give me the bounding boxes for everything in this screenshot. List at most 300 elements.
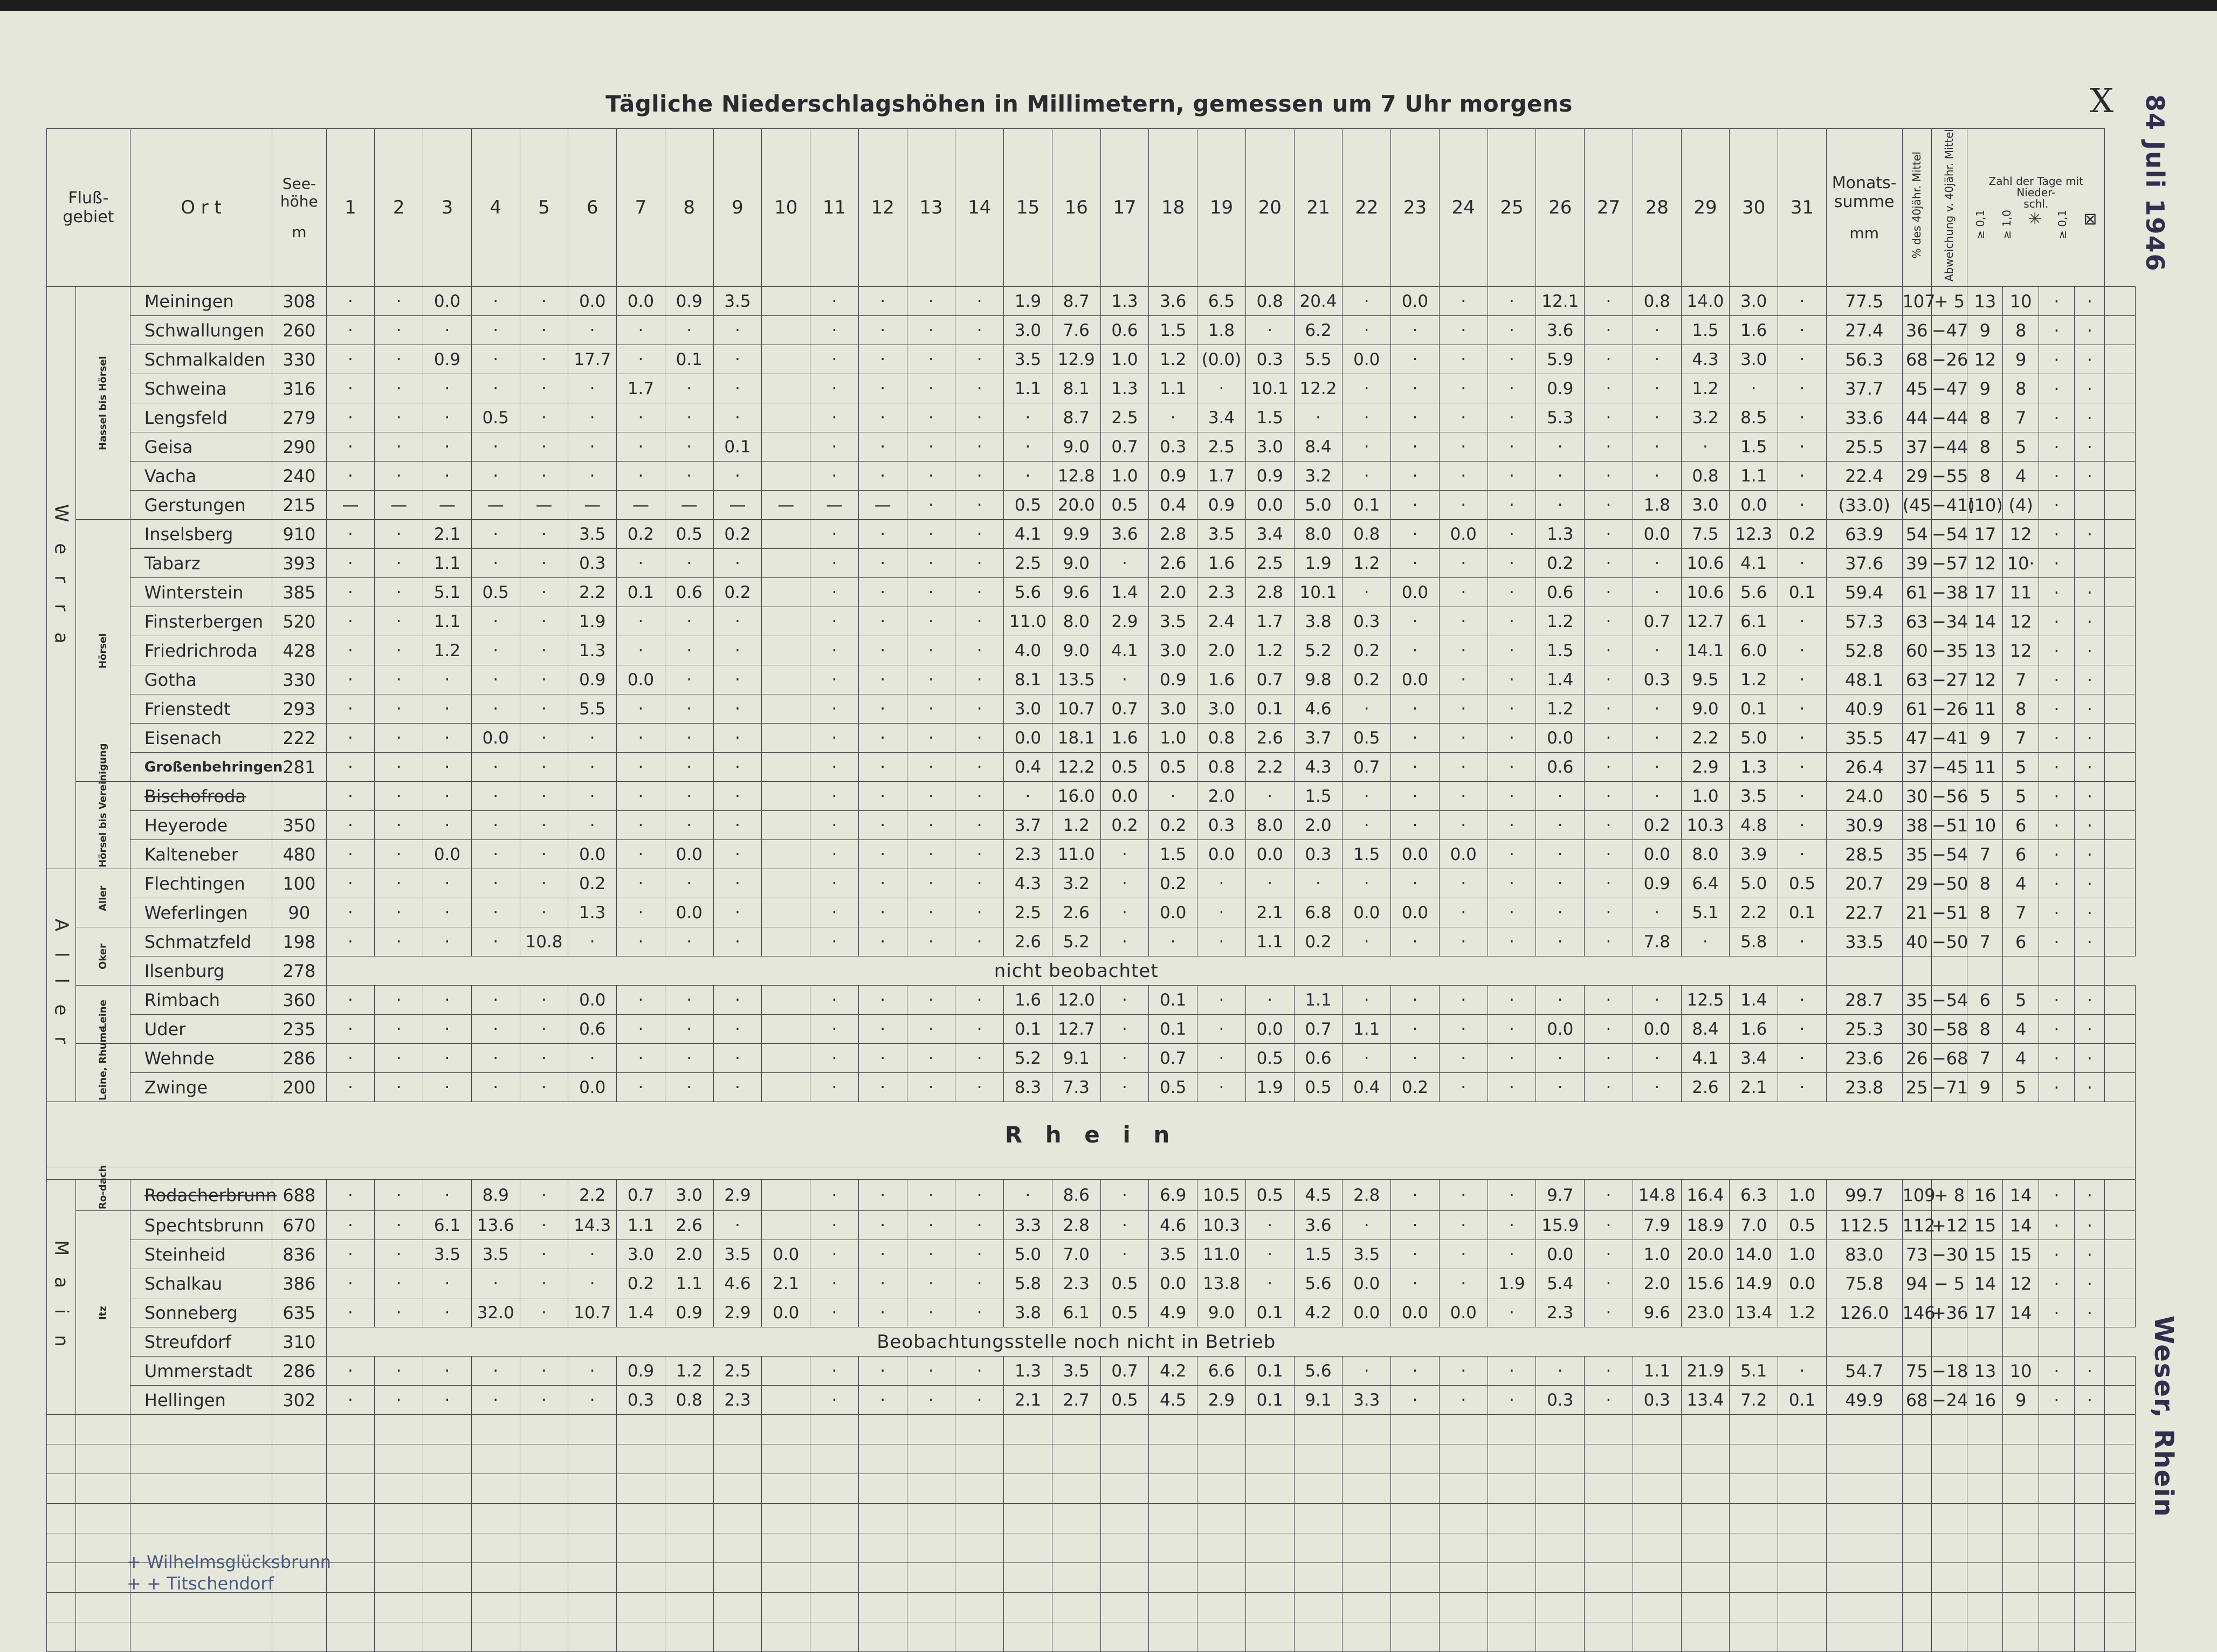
blank-cell	[1439, 1593, 1488, 1622]
station-name: Finsterbergen	[130, 607, 272, 636]
stat-n10: 7	[2003, 403, 2039, 432]
weser-section	[47, 287, 2136, 1102]
day-value: ·	[617, 549, 665, 578]
day-value: 2.5	[1245, 549, 1294, 578]
day-value: ·	[858, 782, 907, 811]
day-value: 1.3	[1004, 1357, 1052, 1386]
blank-cell	[130, 1415, 272, 1444]
day-value: ·	[1245, 316, 1294, 345]
day-value: ·	[375, 694, 423, 724]
day-value: ·	[858, 374, 907, 403]
day-value: ·	[907, 287, 955, 316]
day-value: ·	[1633, 694, 1681, 724]
day-value: ·	[858, 403, 907, 432]
day-value: 1.0	[1100, 345, 1149, 374]
day-value: ·	[810, 811, 859, 840]
blank-cell	[375, 1415, 423, 1444]
stat-summe: 37.7	[1826, 374, 1902, 403]
day-value: 0.6	[1536, 753, 1585, 782]
station-name: Ilsenburg	[130, 956, 272, 986]
table-row	[47, 607, 2136, 636]
header-day-21: 21	[1294, 129, 1342, 287]
blank-cell	[2105, 1593, 2136, 1622]
blank-cell	[810, 1533, 859, 1563]
day-value: 0.1	[1245, 1386, 1294, 1415]
blank-cell	[568, 1474, 617, 1504]
blank-cell	[1197, 1504, 1246, 1533]
blank-cell	[520, 1444, 568, 1474]
day-value: 0.1	[1245, 694, 1294, 724]
blank-cell	[907, 1593, 955, 1622]
stat-abw: + 5	[1931, 287, 1967, 316]
empty-cell	[2105, 316, 2136, 345]
day-value: ·	[326, 1386, 375, 1415]
stat-s01: ·	[2039, 462, 2074, 491]
header-ge01: ≥ 0,1	[1974, 210, 1987, 239]
blank-cell	[2075, 1593, 2105, 1622]
blank-cell	[1052, 1533, 1100, 1563]
day-value: 16.0	[1052, 782, 1100, 811]
day-value: 4.3	[1294, 753, 1342, 782]
day-value: 5.0	[1004, 1240, 1052, 1269]
day-value: ·	[471, 986, 520, 1015]
day-value: ·	[858, 927, 907, 956]
station-altitude: 330	[272, 345, 327, 374]
day-value: 0.2	[617, 520, 665, 549]
stat-pct: 29	[1902, 462, 1931, 491]
day-value: ·	[423, 986, 472, 1015]
day-value: ·	[1488, 694, 1536, 724]
stat-abw: −34	[1931, 607, 1967, 636]
stat-n01: 17	[1967, 520, 2003, 549]
day-value: 0.0	[1536, 1015, 1585, 1044]
day-value: 0.5	[1778, 1211, 1827, 1240]
day-value: ·	[1342, 811, 1391, 840]
stat-abw: + 8	[1931, 1180, 1967, 1211]
blank-cell	[130, 1504, 272, 1533]
blank-cell	[2075, 1533, 2105, 1563]
day-value: 0.0	[471, 724, 520, 753]
day-value: 3.5	[471, 1240, 520, 1269]
day-value: 9.0	[1052, 636, 1100, 665]
day-value: 9.9	[1052, 520, 1100, 549]
day-value: 13.5	[1052, 665, 1100, 694]
day-value: ·	[568, 374, 617, 403]
blank-cell	[423, 1593, 472, 1622]
day-value: ·	[858, 1298, 907, 1327]
blank-cell	[1730, 1415, 1778, 1444]
blank-cell	[47, 1622, 76, 1652]
header-day-13: 13	[907, 129, 955, 287]
day-value: 12.9	[1052, 345, 1100, 374]
day-value: ·	[1536, 927, 1585, 956]
blank-cell	[1488, 1622, 1536, 1652]
day-value: ·	[713, 1073, 762, 1102]
header-day-7: 7	[617, 129, 665, 287]
blank-cell	[1052, 1444, 1100, 1474]
day-value: 0.0	[665, 840, 713, 869]
day-value: ·	[713, 782, 762, 811]
day-value: ·	[1585, 898, 1633, 927]
day-value: 1.1	[1149, 374, 1197, 403]
day-value: ·	[955, 898, 1004, 927]
station-altitude: 330	[272, 665, 327, 694]
day-value: 0.5	[1100, 753, 1149, 782]
stat-n01: 15	[1967, 1240, 2003, 1269]
blank-cell	[272, 1415, 327, 1444]
stat-summe: 48.1	[1826, 665, 1902, 694]
stat-abw: −54	[1931, 986, 1967, 1015]
stat-gew: ·	[2075, 462, 2105, 491]
day-value: ·	[375, 724, 423, 753]
empty-cell	[2105, 1240, 2136, 1269]
station-name: Heyerode	[130, 811, 272, 840]
day-value: ·	[326, 287, 375, 316]
day-value: 6.3	[1730, 1180, 1778, 1211]
day-value: ·	[1100, 986, 1149, 1015]
day-value: ·	[375, 1015, 423, 1044]
blank-cell	[2003, 1444, 2039, 1474]
day-value: ·	[471, 607, 520, 636]
day-value: 0.9	[617, 1357, 665, 1386]
day-value: 1.4	[617, 1298, 665, 1327]
blank-cell	[1902, 1415, 1931, 1444]
day-value: 5.6	[1294, 1357, 1342, 1386]
day-value	[762, 1357, 810, 1386]
day-value: ·	[665, 927, 713, 956]
stat-pct: 21	[1902, 898, 1931, 927]
day-value: ·	[1778, 345, 1827, 374]
day-value: 2.9	[713, 1180, 762, 1211]
day-value: 1.2	[1536, 694, 1585, 724]
blank-cell	[1536, 1474, 1585, 1504]
blank-cell	[1931, 1504, 1967, 1533]
blank-cell	[375, 1593, 423, 1622]
empty-cell	[2105, 724, 2136, 753]
station-altitude: 308	[272, 287, 327, 316]
stat-abw: −41	[1931, 724, 1967, 753]
stat-n10: 12	[2003, 607, 2039, 636]
stat-n01: 9	[1967, 724, 2003, 753]
table-row	[47, 636, 2136, 665]
day-value: ·	[907, 840, 955, 869]
day-value: ·	[713, 927, 762, 956]
day-value: ·	[665, 811, 713, 840]
header-monatssumme-unit: mm	[1849, 224, 1879, 242]
blank-cell	[2105, 1415, 2136, 1444]
blank-cell	[1052, 1504, 1100, 1533]
day-value: ·	[907, 549, 955, 578]
header-day-10: 10	[762, 129, 810, 287]
stat-n10: 6	[2003, 927, 2039, 956]
day-value: ·	[713, 898, 762, 927]
day-value: 0.9	[568, 665, 617, 694]
day-value: ·	[955, 927, 1004, 956]
stat-pct: 44	[1902, 403, 1931, 432]
day-value: 0.8	[1681, 462, 1730, 491]
blank-cell	[762, 1593, 810, 1622]
day-value: 0.9	[1197, 491, 1246, 520]
day-value: 0.9	[665, 1298, 713, 1327]
table-row	[47, 462, 2136, 491]
station-name: Friedrichroda	[130, 636, 272, 665]
blank-cell	[907, 1563, 955, 1593]
day-value: ·	[326, 636, 375, 665]
day-value: ·	[858, 986, 907, 1015]
day-value: 3.2	[1681, 403, 1730, 432]
table-row	[47, 694, 2136, 724]
day-value: 0.5	[665, 520, 713, 549]
day-value: 0.1	[1778, 898, 1827, 927]
blank-cell	[1681, 1622, 1730, 1652]
day-value: ·	[810, 1386, 859, 1415]
subbasin-leine_rhume: Leine, Rhume	[76, 1044, 130, 1102]
day-value: 1.5	[1730, 432, 1778, 462]
day-value: 1.8	[1633, 491, 1681, 520]
day-value: 8.4	[1681, 1015, 1730, 1044]
day-value: ·	[1585, 607, 1633, 636]
stat-pct: 30	[1902, 1015, 1931, 1044]
day-value: ·	[955, 403, 1004, 432]
day-value: ·	[520, 753, 568, 782]
day-value: ·	[1439, 316, 1488, 345]
day-value: ·	[326, 1269, 375, 1298]
top-edge-bar	[0, 0, 2217, 11]
blank-cell	[1488, 1533, 1536, 1563]
day-value: ·	[423, 462, 472, 491]
day-value: 3.5	[1342, 1240, 1391, 1269]
stat-n10: 5	[2003, 1073, 2039, 1102]
blank-cell	[1902, 1533, 1931, 1563]
day-value: 5.8	[1004, 1269, 1052, 1298]
day-value: 0.0	[1633, 840, 1681, 869]
day-value: ·	[520, 578, 568, 607]
day-value: ·	[1778, 1357, 1827, 1386]
station-name: Schalkau	[130, 1269, 272, 1298]
day-value: 0.6	[1536, 578, 1585, 607]
day-value: 3.2	[1052, 869, 1100, 898]
month-label: 84 Juli 1946	[2140, 94, 2170, 272]
blank-cell	[810, 1415, 859, 1444]
day-value: ·	[1778, 316, 1827, 345]
day-value: 9.6	[1052, 578, 1100, 607]
blank-cell	[1439, 1622, 1488, 1652]
day-value: ·	[617, 316, 665, 345]
day-value: 0.3	[1245, 345, 1294, 374]
day-value: ·	[1585, 782, 1633, 811]
day-value: 1.0	[1681, 782, 1730, 811]
day-value: ·	[375, 607, 423, 636]
blank-cell	[423, 1563, 472, 1593]
day-value: ·	[471, 898, 520, 927]
empty-cell	[1902, 1327, 1931, 1357]
day-value: ·	[955, 374, 1004, 403]
day-value: ·	[326, 1015, 375, 1044]
day-value: ·	[1245, 986, 1294, 1015]
blank-cell	[665, 1415, 713, 1444]
stat-n10: 11	[2003, 578, 2039, 607]
day-value: ·	[326, 1240, 375, 1269]
day-value: ·	[1585, 724, 1633, 753]
day-value: 12.7	[1052, 1015, 1100, 1044]
header-day-1: 1	[326, 129, 375, 287]
empty-cell	[2105, 1180, 2136, 1211]
blank-cell	[1100, 1504, 1149, 1533]
day-value: ·	[1585, 287, 1633, 316]
blank-cell	[1439, 1444, 1488, 1474]
day-value: 1.6	[1100, 724, 1149, 753]
day-value: ·	[665, 782, 713, 811]
day-value: ·	[1488, 491, 1536, 520]
day-value: ·	[423, 898, 472, 927]
stat-abw: −18	[1931, 1357, 1967, 1386]
station-altitude: 260	[272, 316, 327, 345]
table-row	[47, 811, 2136, 840]
station-name: Eisenach	[130, 724, 272, 753]
stat-s01: ·	[2039, 1357, 2074, 1386]
blank-cell	[1391, 1504, 1440, 1533]
blank-cell	[520, 1563, 568, 1593]
station-altitude: 520	[272, 607, 327, 636]
blank-cell	[1585, 1504, 1633, 1533]
day-value: ·	[810, 753, 859, 782]
day-value: 3.5	[1004, 345, 1052, 374]
blank-cell	[1294, 1444, 1342, 1474]
day-value: 2.0	[1294, 811, 1342, 840]
day-value: ·	[520, 1044, 568, 1073]
day-value: ·	[423, 403, 472, 432]
day-value: ·	[810, 1044, 859, 1073]
day-value: ·	[713, 986, 762, 1015]
empty-cell	[2039, 956, 2074, 986]
day-value: ·	[955, 1211, 1004, 1240]
day-value: 10.3	[1681, 811, 1730, 840]
day-value: ·	[423, 811, 472, 840]
day-value: ·	[617, 462, 665, 491]
day-value: ·	[810, 665, 859, 694]
empty-cell	[2105, 1015, 2136, 1044]
day-value: ·	[810, 607, 859, 636]
day-value: ·	[810, 1269, 859, 1298]
day-value: 13.4	[1681, 1386, 1730, 1415]
day-value: ·	[1633, 636, 1681, 665]
day-value: 0.5	[471, 578, 520, 607]
day-value: —	[762, 491, 810, 520]
stat-s01: ·	[2039, 1073, 2074, 1102]
day-value: ·	[907, 403, 955, 432]
stat-gew: ·	[2075, 753, 2105, 782]
day-value	[762, 316, 810, 345]
day-value: 1.5	[1536, 636, 1585, 665]
day-value: ·	[568, 1386, 617, 1415]
day-value: 0.8	[1197, 753, 1246, 782]
stat-s01: ·	[2039, 491, 2074, 520]
day-value: ·	[326, 753, 375, 782]
day-value: ·	[907, 1015, 955, 1044]
day-value: ·	[1681, 927, 1730, 956]
station-altitude: 393	[272, 549, 327, 578]
day-value: 0.0	[568, 986, 617, 1015]
stat-s01: ·	[2039, 869, 2074, 898]
blank-cell	[471, 1504, 520, 1533]
day-value: ·	[1342, 694, 1391, 724]
day-value: ·	[471, 753, 520, 782]
blank-cell	[858, 1474, 907, 1504]
day-value: ·	[375, 345, 423, 374]
empty-cell	[1931, 956, 1967, 986]
blank-cell	[130, 1622, 272, 1652]
blank-cell	[471, 1415, 520, 1444]
day-value: ·	[955, 578, 1004, 607]
blank-cell	[1778, 1504, 1827, 1533]
blank-cell	[2003, 1533, 2039, 1563]
blank-cell	[2003, 1504, 2039, 1533]
day-value: 6.1	[1730, 607, 1778, 636]
day-value: ·	[1342, 869, 1391, 898]
station-name: Ummerstadt	[130, 1357, 272, 1386]
day-value: ·	[1633, 1044, 1681, 1073]
blank-cell	[1585, 1563, 1633, 1593]
blank-cell	[130, 1444, 272, 1474]
blank-cell	[1197, 1415, 1246, 1444]
day-value: 0.2	[1778, 520, 1827, 549]
stat-abw: −47	[1931, 316, 1967, 345]
day-value: ·	[471, 345, 520, 374]
day-value: 2.8	[1342, 1180, 1391, 1211]
blank-cell	[1826, 1533, 1902, 1563]
station-name: Uder	[130, 1015, 272, 1044]
day-value: 0.7	[1342, 753, 1391, 782]
blank-cell	[1681, 1533, 1730, 1563]
day-value: 1.9	[568, 607, 617, 636]
day-value: 0.1	[1245, 1357, 1294, 1386]
day-value: 13.8	[1197, 1269, 1246, 1298]
empty-cell	[2105, 1269, 2136, 1298]
day-value: —	[665, 491, 713, 520]
stat-n01: 7	[1967, 1044, 2003, 1073]
blank-cell	[375, 1504, 423, 1533]
day-value: ·	[471, 869, 520, 898]
day-value: ·	[907, 724, 955, 753]
day-value: ·	[1585, 1298, 1633, 1327]
river-werra: W e r r a	[47, 287, 76, 869]
day-value: ·	[1439, 1357, 1488, 1386]
stat-pct: 146	[1902, 1298, 1931, 1327]
day-value: 10.3	[1197, 1211, 1246, 1240]
blank-cell	[1967, 1622, 2003, 1652]
day-value: 6.8	[1294, 898, 1342, 927]
day-value: 0.3	[1149, 432, 1197, 462]
blank-cell	[1633, 1593, 1681, 1622]
blank-cell	[762, 1504, 810, 1533]
station-name: Schwallungen	[130, 316, 272, 345]
day-value: ·	[907, 811, 955, 840]
day-value: ·	[858, 724, 907, 753]
day-value: ·	[1439, 898, 1488, 927]
day-value: 1.6	[1730, 316, 1778, 345]
stat-abw: −50	[1931, 927, 1967, 956]
day-value: 6.9	[1149, 1180, 1197, 1211]
header-flussgebiet: Fluß- gebiet	[47, 129, 130, 287]
day-value: ·	[1004, 1180, 1052, 1211]
stat-summe: 63.9	[1826, 520, 1902, 549]
day-value: ·	[520, 287, 568, 316]
day-value	[762, 1044, 810, 1073]
day-value: 15.6	[1681, 1269, 1730, 1298]
day-value: 0.5	[1778, 869, 1827, 898]
blank-row	[47, 1415, 2136, 1444]
day-value: ·	[1391, 1357, 1440, 1386]
